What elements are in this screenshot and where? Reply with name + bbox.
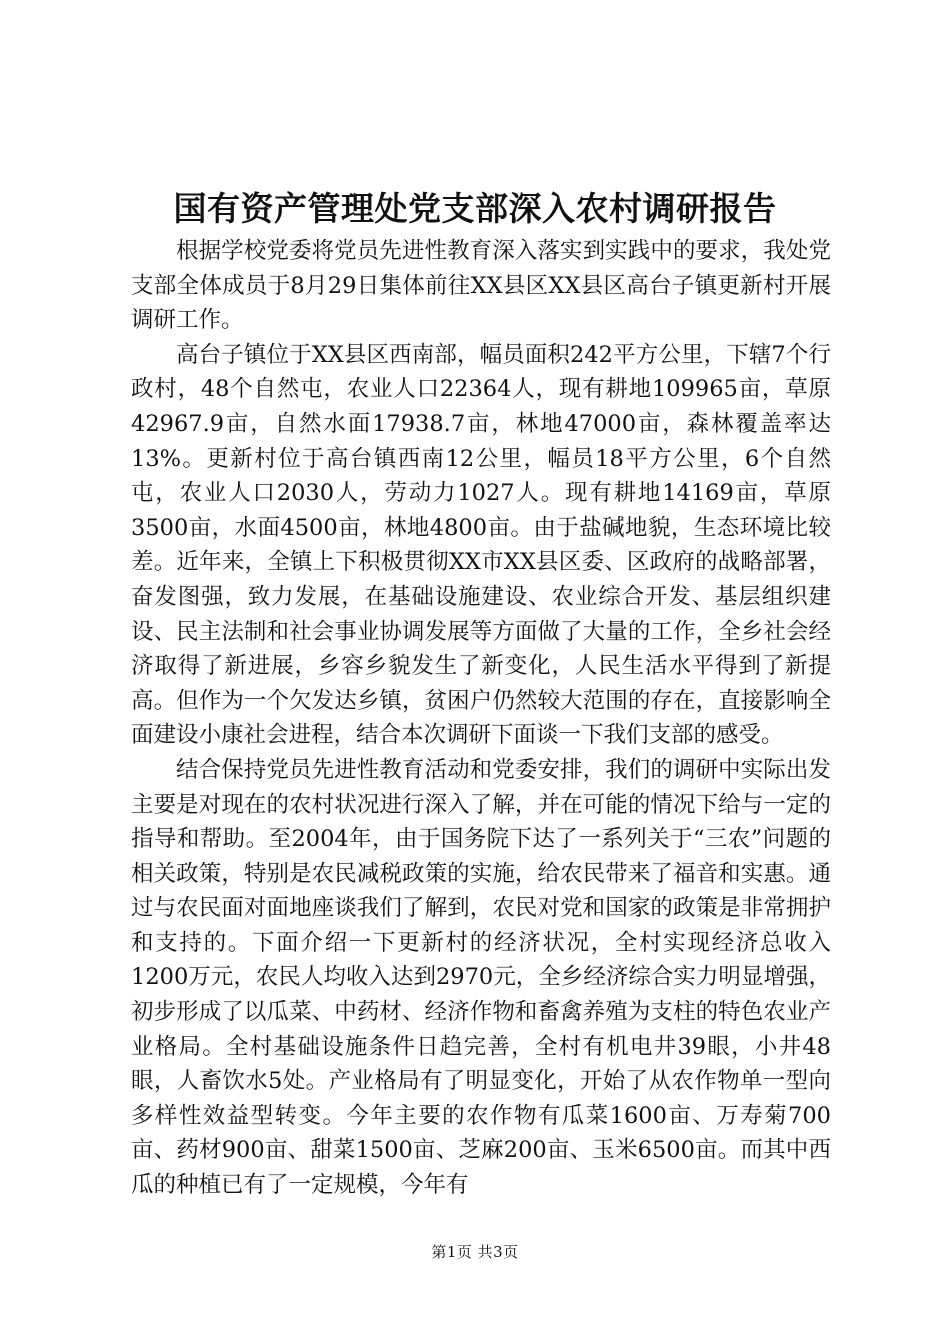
paragraph: 结合保持党员先进性教育活动和党委安排，我们的调研中实际出发主要是对现在的农村状况进行深入了解，并在可能的情况下给与一定的指导和帮助。至2004年，由于国务院下达了一系列关于“三农”问题的相关政策，特别是农民减税政策的实施，给农民带来了福音和实惠。通过与农民面对面地座谈我们了解到，农民对党和国家的政策是非常拥护和支持的。下面介绍一下更新村的经济状况，全村实现经济总收入1200万元，农民人均收入达到2970元，全乡经济综合实力明显增强，初步形成了以瓜菜、中药材、经济作物和畜禽养殖为支柱的特色农业产业格局。全村基础设施条件日趋完善，全村有机电井39眼，小井48眼，人畜饮水5处。产业格局有了明显变化，开始了从农作物单一型向多样性效益型转变。今年主要的农作物有瓜菜1600亩、万寿菊700亩、药材900亩、甜菜1500亩、芝麻200亩、玉米6500亩。而其中西瓜的种植已有了一定规模，今年有	[131, 756, 831, 1199]
page-footer: 第1页 共3页	[431, 1243, 519, 1261]
paragraph: 高台子镇位于XX县区西南部，幅员面积242平方公里，下辖7个行政村，48个自然屯，农业人口22364人，现有耕地109965亩，草原42967.9亩，自然水面17938.7亩，林地47000亩，森林覆盖率达13%。更新村位于高台镇西南12公里，幅员18平方公里，6个自然屯，农业人口2030人，劳动力1027人。现有耕地14169亩，草原3500亩，水面4500亩，林地4800亩。由于盐碱地貌，生态环境比较差。近年来，全镇上下积极贯彻XX市XX县区委、区政府的战略部署，奋发图强，致力发展，在基础设施建设、农业综合开发、基层组织建设、民主法制和社会事业协调发展等方面做了大量的工作，全乡社会经济取得了新进展，乡容乡貌发生了新变化，人民生活水平得到了新提高。但作为一个欠发达乡镇，贫困户仍然较大范围的存在，直接影响全面建设小康社会进程，结合本次调研下面谈一下我们支部的感受。	[131, 341, 831, 749]
paragraph: 根据学校党委将党员先进性教育深入落实到实践中的要求，我处党支部全体成员于8月29日集体前往XX县区XX县区高台子镇更新村开展调研工作。	[131, 238, 831, 334]
document-body	[131, 234, 831, 1203]
document-title: 国有资产管理处党支部深入农村调研报告	[173, 189, 777, 228]
